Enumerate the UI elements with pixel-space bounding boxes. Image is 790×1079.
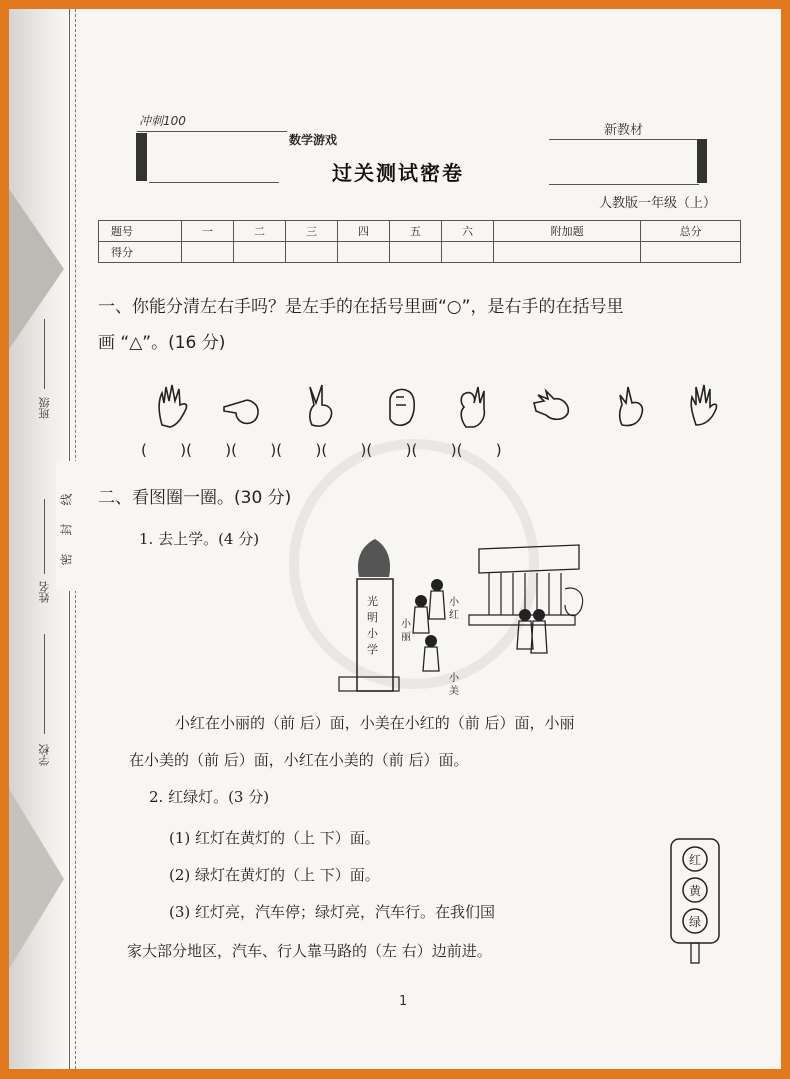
name-field-line <box>44 499 45 574</box>
answer-parentheses[interactable]: ( )( )( )( )( )( )( )( ) <box>141 441 502 459</box>
school-label: 学校 <box>38 744 51 766</box>
score-input-cell[interactable] <box>442 242 494 263</box>
xiaohong-label: 红 <box>449 610 459 621</box>
school-illustration <box>329 529 589 699</box>
hand-icon <box>532 381 572 429</box>
question1-line1: 小红在小丽的（前 后）面，小美在小红的（前 后）面，小丽 <box>175 714 575 732</box>
hand-icon <box>612 381 652 429</box>
school-sign-text: 学 <box>367 643 378 656</box>
table-cell: 总分 <box>641 221 741 242</box>
score-input-cell[interactable] <box>286 242 338 263</box>
xiaomei-label: 美 <box>449 686 459 697</box>
xiaomei-label: 小 <box>449 673 459 684</box>
question1-line2: 在小美的（前 后）面，小红在小美的（前 后）面。 <box>129 751 469 769</box>
hand-icon <box>302 381 342 429</box>
table-cell: 得分 <box>99 242 182 263</box>
table-cell: 二 <box>234 221 286 242</box>
exam-paper <box>9 9 781 1069</box>
xiaohong-label: 小 <box>449 597 459 608</box>
score-table <box>98 220 741 263</box>
header-rule <box>149 182 279 183</box>
class-label: 班级 <box>38 397 51 419</box>
header-bar <box>136 133 147 181</box>
header-rule <box>549 139 699 140</box>
score-input-cell[interactable] <box>182 242 234 263</box>
table-cell: 一 <box>182 221 234 242</box>
header-bar <box>697 139 707 183</box>
name-label: 姓名 <box>38 581 51 603</box>
score-input-cell[interactable] <box>390 242 442 263</box>
score-input-cell[interactable] <box>641 242 741 263</box>
question2-c-line2: 家大部分地区，汽车、行人靠马路的（左 右）边前进。 <box>127 942 492 960</box>
seal-word: 封 <box>59 523 74 536</box>
yellow-light-label: 黄 <box>689 884 702 898</box>
page-title: 过关测试密卷 <box>332 161 464 185</box>
score-input-cell[interactable] <box>338 242 390 263</box>
question2-a: (1) 红灯在黄灯的（上 下）面。 <box>169 829 380 847</box>
section2-heading: 二、看图圈一圈。(30 分) <box>98 488 292 508</box>
hand-icon <box>222 381 262 429</box>
green-light-label: 绿 <box>689 915 702 929</box>
traffic-light-illustration <box>665 835 725 965</box>
table-cell: 五 <box>390 221 442 242</box>
school-field-line <box>44 634 45 734</box>
hand-icon <box>684 381 724 429</box>
seal-word: 密 <box>59 553 74 566</box>
binding-decoration <box>9 189 64 349</box>
header-rule <box>137 131 287 132</box>
red-light-label: 红 <box>689 853 702 867</box>
school-sign-text: 光 <box>367 595 378 608</box>
hand-icon <box>154 381 194 429</box>
table-row <box>99 221 741 242</box>
header-subtitle: 数学游戏 <box>289 133 338 147</box>
score-input-cell[interactable] <box>494 242 641 263</box>
question2-b: (2) 绿灯在黄灯的（上 下）面。 <box>169 866 380 884</box>
table-cell: 三 <box>286 221 338 242</box>
header-rule <box>549 184 699 185</box>
series-label: 冲刺100 <box>139 114 186 128</box>
binding-decoration <box>9 789 64 969</box>
xiaoli-label: 丽 <box>401 632 411 643</box>
table-cell: 四 <box>338 221 390 242</box>
table-cell: 六 <box>442 221 494 242</box>
edition-label: 人教版一年级（上） <box>599 196 717 211</box>
class-field-line <box>44 319 45 389</box>
table-cell: 题号 <box>99 221 182 242</box>
school-sign-text: 明 <box>367 611 378 624</box>
hand-icon <box>452 381 492 429</box>
new-edition-label: 新教材 <box>604 123 644 138</box>
section1-heading-line2: 画 “△”。(16 分) <box>98 333 226 353</box>
school-sign-text: 小 <box>367 627 378 640</box>
score-input-cell[interactable] <box>234 242 286 263</box>
xiaoli-label: 小 <box>401 619 411 630</box>
question2-c-line1: (3) 红灯亮，汽车停；绿灯亮，汽车行。在我们国 <box>169 903 496 921</box>
question2-title: 2. 红绿灯。(3 分) <box>149 788 270 806</box>
hand-pictures <box>154 381 724 441</box>
table-row <box>99 242 741 263</box>
page-number: 1 <box>399 994 408 1009</box>
question1-title: 1. 去上学。(4 分) <box>139 530 260 548</box>
seal-word: 线 <box>59 493 74 506</box>
section1-heading: 一、你能分清左右手吗？是左手的在括号里画“○”，是右手的在括号里 <box>98 297 624 317</box>
hand-icon <box>382 381 422 429</box>
table-cell: 附加题 <box>494 221 641 242</box>
